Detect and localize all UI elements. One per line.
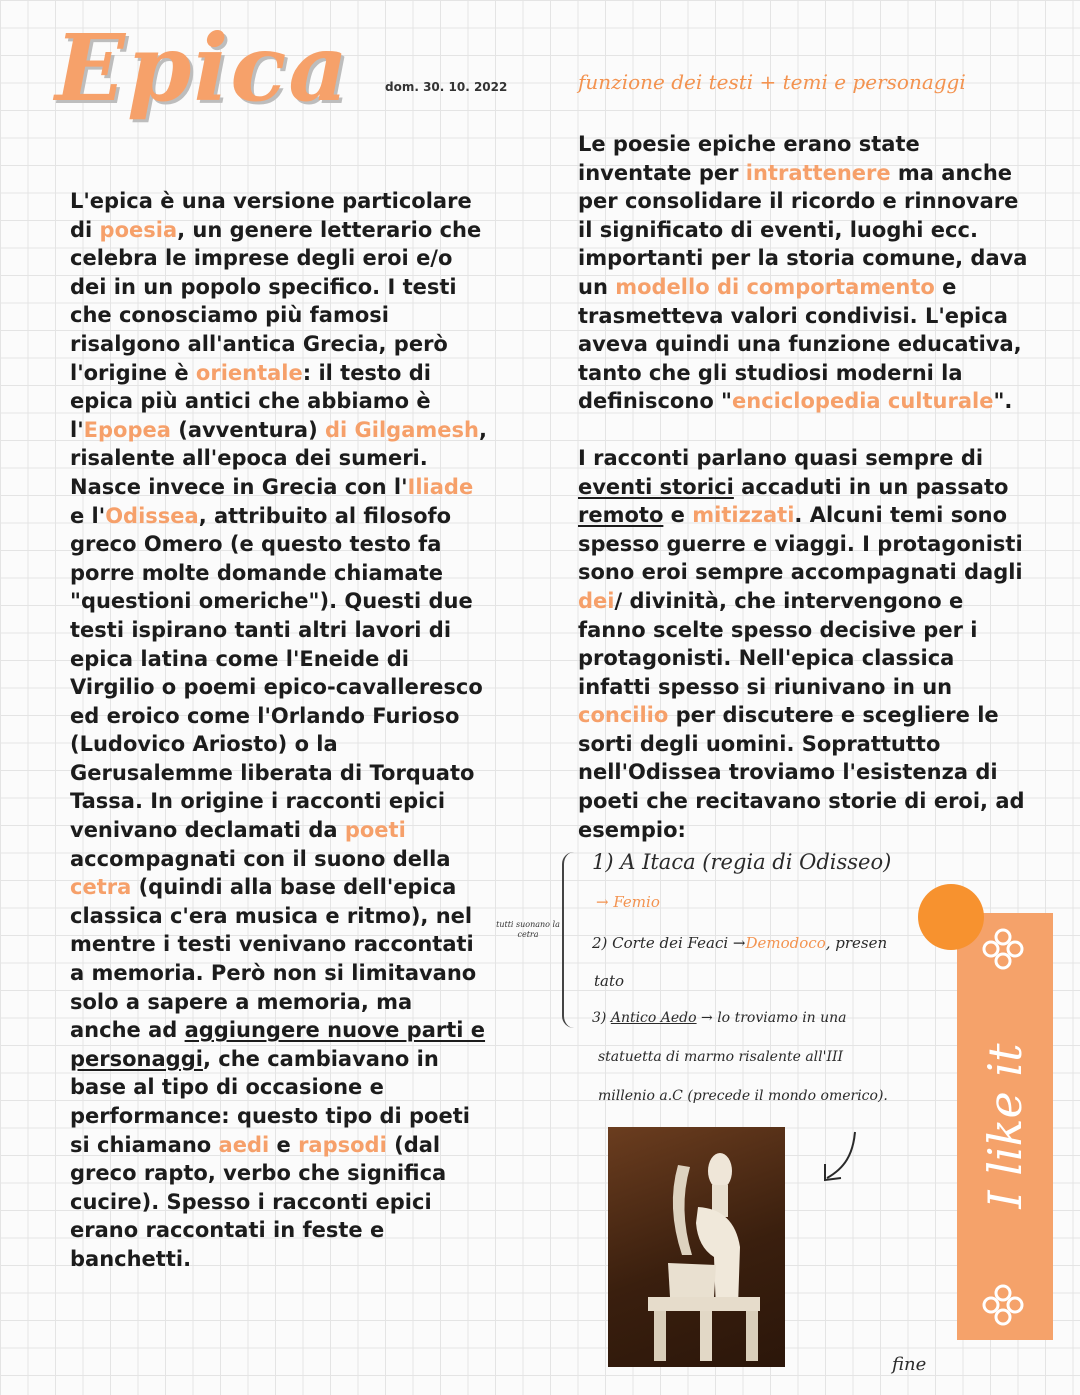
example-item-3-line3: millenio a.C (precede il mondo omerico). — [598, 1088, 888, 1104]
highlight-intrattenere: intrattenere — [745, 160, 891, 185]
flower-icon — [978, 1280, 1028, 1330]
highlight-poesia: poesia — [99, 217, 178, 242]
highlight-cetra: cetra — [70, 875, 132, 900]
highlight-aedi: aedi — [218, 1132, 270, 1157]
underline-aggiungere: aggiungere nuove parti e personaggi — [70, 1018, 486, 1071]
example-item-1-sub: → Femio — [596, 893, 660, 911]
sticker-text: I like it — [978, 1043, 1032, 1209]
left-paragraph-2: Nasce invece in Grecia con l'Iliade e l'Odissea, attribuito al filosofo greco Omero (e questo testo fa porre molte domande chiamate "questioni omeriche"). Questi due testi ispirano tanti altri lavori di epica latina come l'Eneide di Virgilio o poemi epico-cavalleresco ed eroico come l'Orlando Furioso (Ludovico Ariosto) o la Gerusalemme liberata di Torquato Tassa. In origine i racconti epici venivano declamati da poeti accompagnati con il suono della cetra (quindi alla base dell'epica classica c'era musica e ritmo), nel mentre i testi venivano raccontati a memoria. Però non si limitavano solo a sapere a memoria, ma anche ad aggiungere nuove parti e personaggi, che cambiavano in base al tipo di occasione e performance: questo tipo di poeti si chiamano aedi e rapsodi (dal greco rapto, verbo che significa cucire). Spesso i racconti epici erano raccontati in feste e banchetti. — [70, 474, 486, 1271]
flower-icon — [978, 924, 1028, 974]
highlight-rapsodi: rapsodi — [298, 1132, 387, 1157]
right-column — [578, 130, 1033, 844]
highlight-dei: dei — [578, 588, 615, 613]
cycladic-harpist-statue-photo — [608, 1127, 785, 1367]
highlight-iliade: Iliade — [407, 474, 474, 499]
page-title: Epica — [55, 14, 351, 122]
left-paragraph-1: L'epica è una versione particolare di poesia, un genere letterario che celebra le imprese degli eroi e/o dei in un popolo specifico. I testi che conosciamo più famosi risalgono all'antica Grecia, però l'origine è orientale: il testo di epica più antici che abbiamo è l'Epopea (avventura) di Gilgamesh, risalente all'epoca dei sumeri. — [70, 189, 487, 471]
underline-remoto: remoto — [578, 503, 664, 528]
left-column — [70, 187, 488, 1274]
example-item-3-line2: statuetta di marmo risalente all'III — [598, 1049, 844, 1065]
example-item-1: 1) A Itaca (regia di Odisseo) — [592, 850, 892, 874]
example-item-2: 2) Corte dei Feaci →Demodoco, presen — [592, 934, 888, 952]
pointing-arrow-icon — [815, 1128, 865, 1188]
highlight-enciclopedia: enciclopedia culturale — [732, 389, 994, 414]
highlight-modello: modello di comportamento — [615, 274, 935, 299]
right-paragraph-1: Le poesie epiche erano state inventate per intrattenere ma anche per consolidare il ricordo e rinnovare il significato di eventi, luoghi ecc. importanti per la storia comune, dava un modello di comportamento e trasmetteva valori condivisi. L'epica aveva quindi una funzione educativa, tanto che gli studiosi moderni la definiscono "enciclopedia culturale". — [578, 132, 1028, 414]
highlight-epopea: Epopea — [83, 417, 171, 442]
side-note: tutti suonano la cetra — [496, 920, 560, 939]
example-item-3: 3) Antico Aedo → lo troviamo in una — [592, 1010, 847, 1026]
highlight-concilio: concilio — [578, 703, 669, 728]
underline-eventi: eventi storici — [578, 474, 734, 499]
orange-dot — [918, 884, 984, 950]
highlight-gilgamesh: di Gilgamesh — [324, 417, 479, 442]
section-subheading: funzione dei testi + temi e personaggi — [578, 70, 966, 94]
example-item-2-cont: tato — [594, 972, 625, 990]
date-label: dom. 30. 10. 2022 — [385, 80, 508, 94]
highlight-odissea: Odissea — [105, 503, 199, 528]
highlight-mitizzati: mitizzati — [692, 503, 795, 528]
examples-brace — [562, 852, 580, 1028]
highlight-orientale: orientale — [195, 360, 303, 385]
fine-label: fine — [892, 1354, 927, 1375]
highlight-demodoco: Demodoco — [745, 934, 826, 952]
highlight-poeti: poeti — [344, 818, 406, 843]
right-paragraph-2: I racconti parlano quasi sempre di eventi storici accaduti in un passato remoto e mitizzati. Alcuni temi sono spesso guerre e viaggi. I protagonisti sono eroi sempre accompagnati dagli dei/ divinità, che intervengono e fanno scelte spesso decisive per i protagonisti. Nell'epica classica infatti spesso si riunivano in un concilio per discutere e scegliere le sorti degli uomini. Soprattutto nell'Odissea troviamo l'esistenza di poeti che recitavano storie di eroi, ad esempio: — [578, 445, 1025, 842]
